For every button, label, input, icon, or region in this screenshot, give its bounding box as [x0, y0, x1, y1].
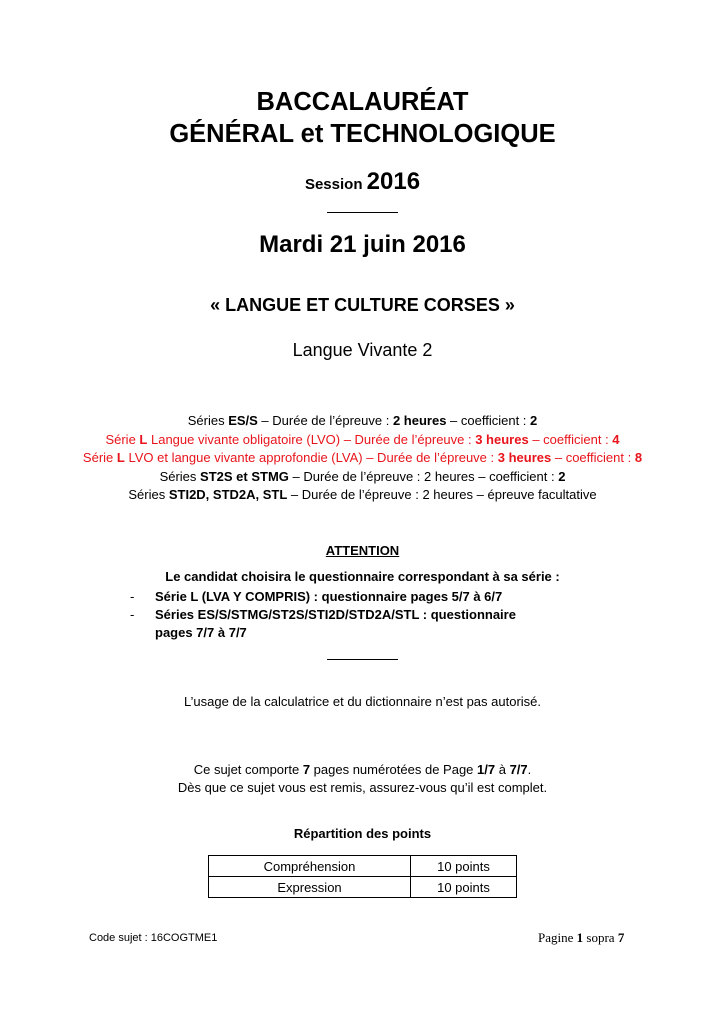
- list-item-line: pages 7/7 à 7/7: [155, 625, 247, 640]
- series-name: STI2D, STD2A, STL: [168, 487, 288, 502]
- list-item: [130, 588, 516, 606]
- series-duration: 2 heures: [392, 413, 447, 428]
- title-line-1: BACCALAURÉAT: [256, 88, 469, 116]
- page-number: [538, 930, 624, 946]
- series-line: [0, 468, 725, 487]
- points-table: [208, 855, 517, 898]
- series-name: L: [116, 450, 125, 465]
- series-name: ST2S et STMG: [200, 468, 289, 484]
- series-text: Série: [105, 431, 140, 447]
- exam-subject: « LANGUE ET CULTURE CORSES »: [210, 295, 515, 315]
- series-coefficient: 4: [612, 431, 620, 447]
- pages-note: [0, 761, 725, 797]
- series-text: – Durée de l’épreuve : 2 heures – épreuve facultative: [287, 487, 597, 502]
- list-bullet: -: [130, 607, 135, 622]
- list-item-line: Séries ES/S/STMG/ST2S/STI2D/STD2A/STL : questionnaire: [155, 607, 516, 622]
- series-duration: 3 heures: [475, 431, 529, 447]
- series-duration: 3 heures: [497, 450, 552, 465]
- list-item: [130, 606, 516, 642]
- pages-last: 7/7: [509, 762, 528, 777]
- series-text: – coefficient :: [446, 413, 531, 428]
- points-title: Répartition des points: [293, 826, 432, 841]
- pages-count: 7: [302, 762, 311, 777]
- session-label: Session: [304, 176, 363, 193]
- table-cell-label: Expression: [209, 877, 411, 898]
- exam-level: Langue Vivante 2: [292, 340, 433, 360]
- series-text: Série: [82, 450, 117, 465]
- table-cell-value: 10 points: [411, 856, 517, 877]
- series-name: L: [139, 431, 148, 447]
- series-text: LVO et langue vivante approfondie (LVA) – Durée de l’épreuve :: [124, 450, 498, 465]
- series-text: Séries: [187, 413, 229, 428]
- pages-note-line: Dès que ce sujet vous est remis, assurez-vous qu’il est complet.: [177, 780, 548, 795]
- page-text: sopra: [583, 930, 618, 945]
- pages-first: 1/7: [477, 762, 496, 777]
- pages-text: à: [495, 762, 510, 777]
- series-coefficient: 8: [634, 450, 643, 465]
- attention-intro: Le candidat choisira le questionnaire correspondant à sa série :: [165, 569, 560, 584]
- series-coefficient: 2: [530, 413, 538, 428]
- page-text: Pagine: [538, 930, 577, 945]
- list-item-text: Série L (LVA Y COMPRIS) : questionnaire pages 5/7 à 6/7: [155, 589, 503, 604]
- table-cell-value: 10 points: [411, 877, 517, 898]
- series-text: Langue vivante obligatoire (LVO) – Durée de l’épreuve :: [147, 431, 476, 447]
- divider-bottom: [327, 659, 398, 660]
- pages-text: .: [527, 762, 532, 777]
- series-text: Séries: [159, 468, 201, 484]
- pages-text: Ce sujet comporte: [193, 762, 303, 777]
- divider-top: [327, 212, 398, 213]
- series-text: – Durée de l’épreuve : 2 heures – coefficient :: [288, 468, 559, 484]
- series-line: [0, 412, 725, 431]
- session-year: 2016: [366, 168, 421, 195]
- series-text: Séries: [128, 487, 169, 502]
- list-bullet: -: [130, 589, 135, 604]
- series-list: [0, 412, 725, 505]
- pages-text: pages numérotées de Page: [310, 762, 478, 777]
- subject-code: Code sujet : 16COGTME1: [89, 932, 218, 944]
- list-item-text: [155, 606, 516, 642]
- attention-heading: ATTENTION: [325, 543, 400, 558]
- table-row: [209, 877, 517, 898]
- series-name: ES/S: [228, 413, 258, 428]
- questionnaire-list: [130, 588, 516, 642]
- series-line: [0, 431, 725, 450]
- series-text: – coefficient :: [528, 431, 613, 447]
- page-current: 1: [576, 930, 584, 945]
- series-text: – Durée de l’épreuve :: [257, 413, 393, 428]
- table-cell-label: Compréhension: [209, 856, 411, 877]
- exam-date: Mardi 21 juin 2016: [259, 231, 466, 258]
- series-coefficient: 2: [558, 468, 566, 484]
- pages-note-line: [0, 761, 725, 779]
- series-text: – coefficient :: [551, 450, 635, 465]
- series-line: [0, 449, 725, 468]
- table-row: [209, 856, 517, 877]
- calculator-note: L’usage de la calculatrice et du dictionnaire n’est pas autorisé.: [184, 694, 541, 709]
- title-line-2: GÉNÉRAL et TECHNOLOGIQUE: [169, 120, 556, 148]
- exam-title: [0, 86, 725, 150]
- page-total: 7: [617, 930, 625, 945]
- session: [0, 168, 725, 196]
- series-line: [0, 486, 725, 505]
